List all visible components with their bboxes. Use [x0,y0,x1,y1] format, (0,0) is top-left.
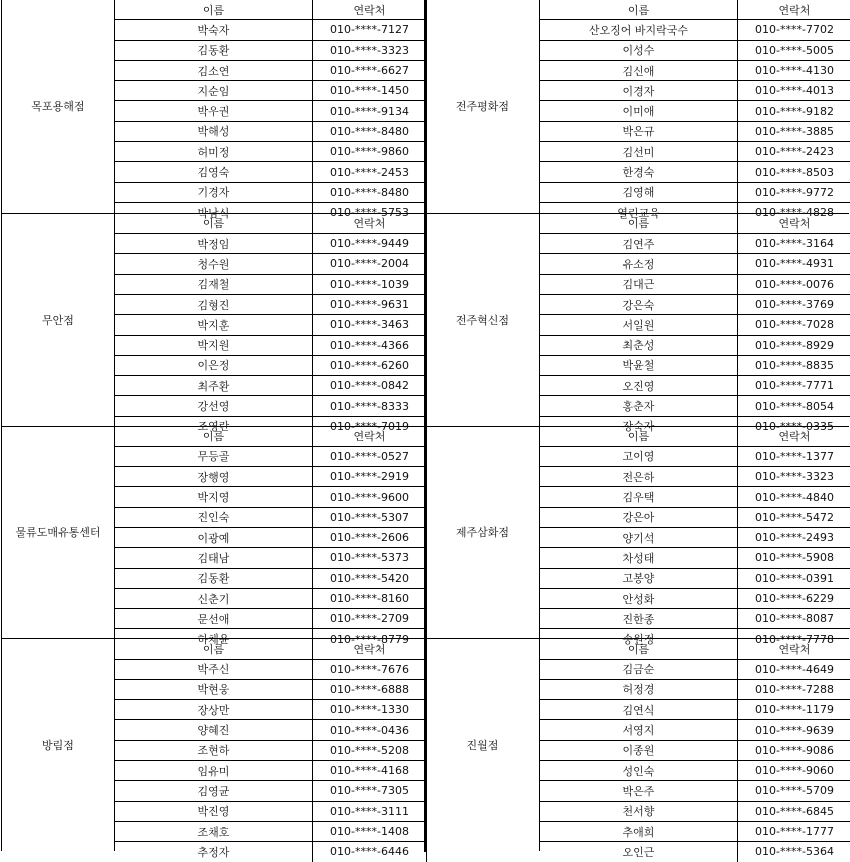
person-phone: 010-****-3885 [738,121,850,141]
person-name: 이미애 [540,101,738,121]
person-name: 서영지 [540,720,738,740]
person-name: 송원정 [540,629,738,649]
person-phone: 010-****-4366 [313,335,427,355]
table-row [540,467,850,487]
person-phone: 010-****-9860 [313,142,427,162]
person-phone: 010-****-5208 [313,740,427,760]
person-name: 박우권 [115,101,313,121]
person-phone: 010-****-4828 [738,202,850,222]
table-row [115,121,427,141]
person-phone: 010-****-7771 [738,376,850,396]
person-phone: 010-****-0527 [313,446,427,466]
person-phone: 010-****-1777 [738,821,850,841]
person-name: 진한종 [540,609,738,629]
person-phone: 010-****-1179 [738,700,850,720]
table-row [540,740,850,760]
person-phone: 010-****-6888 [313,679,427,699]
person-name: 장상만 [115,700,313,720]
right-column [426,0,849,852]
person-name: 열린교육 [540,202,738,222]
person-phone: 010-****-8480 [313,121,427,141]
person-name: 박주신 [115,659,313,679]
table-row [540,376,850,396]
column-header-phone: 연락처 [313,639,427,659]
person-name: 이경자 [540,81,738,101]
table-header-row [115,214,427,234]
table-row [115,162,427,182]
person-name: 신춘기 [115,588,313,608]
column-header-phone: 연락처 [738,639,850,659]
person-phone: 010-****-5753 [313,202,427,222]
person-phone: 010-****-6229 [738,588,850,608]
person-phone: 010-****-3323 [738,467,850,487]
person-phone: 010-****-5709 [738,781,850,801]
person-phone: 010-****-4130 [738,60,850,80]
contact-table [540,639,850,861]
person-phone: 010-****-2423 [738,142,850,162]
branch-block [426,638,849,851]
table-row [115,182,427,202]
person-phone: 010-****-5472 [738,507,850,527]
person-phone: 010-****-1330 [313,700,427,720]
person-name: 박은주 [540,781,738,801]
person-phone: 010-****-0076 [738,274,850,294]
person-name: 김영숙 [115,162,313,182]
person-name: 박해성 [115,121,313,141]
table-row [115,254,427,274]
table-row [540,507,850,527]
person-phone: 010-****-9639 [738,720,850,740]
person-name: 이성수 [540,40,738,60]
person-phone: 010-****-4840 [738,487,850,507]
table-row [540,142,850,162]
table-row [115,101,427,121]
table-row [115,142,427,162]
person-phone: 010-****-6260 [313,355,427,375]
person-phone: 010-****-7028 [738,315,850,335]
table-header-row [540,639,850,659]
person-name: 서일원 [540,315,738,335]
left-column [1,0,425,852]
table-row [115,740,427,760]
person-phone: 010-****-8503 [738,162,850,182]
person-name: 김신애 [540,60,738,80]
table-row [115,40,427,60]
person-phone: 010-****-9134 [313,101,427,121]
person-name: 박윤철 [540,355,738,375]
contact-table [115,639,427,861]
person-phone: 010-****-5307 [313,507,427,527]
table-row [540,315,850,335]
person-name: 양혜진 [115,720,313,740]
person-phone: 010-****-8333 [313,396,427,416]
column-header-phone: 연락처 [738,0,850,20]
table-row [540,548,850,568]
table-row [115,60,427,80]
contact-table [540,427,850,649]
person-phone: 010-****-4168 [313,761,427,781]
table-row [115,821,427,841]
table-row [115,487,427,507]
table-row [540,182,850,202]
person-name: 오진영 [540,376,738,396]
person-name: 박진영 [115,801,313,821]
person-phone: 010-****-8835 [738,355,850,375]
table-row [115,81,427,101]
table-row [115,234,427,254]
person-name: 박정임 [115,234,313,254]
branch-name: 진월점 [426,639,540,851]
person-name: 김대근 [540,274,738,294]
person-phone: 010-****-1408 [313,821,427,841]
column-header-name: 이름 [540,427,738,447]
person-name: 최주환 [115,376,313,396]
person-name: 추정자 [115,842,313,862]
table-row [115,335,427,355]
table-row [540,446,850,466]
table-row [540,40,850,60]
table-row [540,254,850,274]
person-phone: 010-****-8087 [738,609,850,629]
table-row [115,274,427,294]
table-row [115,376,427,396]
person-name: 이종원 [540,740,738,760]
person-phone: 010-****-2453 [313,162,427,182]
person-phone: 010-****-3323 [313,40,427,60]
branch-name: 목포용해점 [1,0,115,213]
person-phone: 010-****-5364 [738,842,850,862]
person-phone: 010-****-8779 [313,629,427,649]
person-name: 문선애 [115,609,313,629]
table-row [540,335,850,355]
person-name: 기경자 [115,182,313,202]
person-phone: 010-****-7127 [313,20,427,40]
table-row [115,294,427,314]
person-phone: 010-****-9060 [738,761,850,781]
person-name: 조영란 [115,416,313,436]
table-header-row [540,427,850,447]
person-name: 무등골 [115,446,313,466]
person-name: 장행영 [115,467,313,487]
person-name: 고이영 [540,446,738,466]
person-phone: 010-****-9086 [738,740,850,760]
table-row [115,700,427,720]
table-row [540,781,850,801]
person-phone: 010-****-6845 [738,801,850,821]
table-row [540,355,850,375]
table-row [115,588,427,608]
table-row [540,234,850,254]
person-name: 박남식 [115,202,313,222]
table-row [115,446,427,466]
person-name: 진인숙 [115,507,313,527]
person-name: 이광예 [115,527,313,547]
contact-table [115,214,427,436]
table-row [115,355,427,375]
person-phone: 010-****-7702 [738,20,850,40]
person-phone: 010-****-6446 [313,842,427,862]
person-phone: 010-****-3463 [313,315,427,335]
contact-table [540,214,850,436]
table-row [115,801,427,821]
person-name: 산오징어 바지락국수 [540,20,738,40]
table-row [540,659,850,679]
person-name: 강은아 [540,507,738,527]
column-header-phone: 연락처 [313,0,427,20]
column-header-name: 이름 [540,0,738,20]
person-phone: 010-****-0842 [313,376,427,396]
person-phone: 010-****-9182 [738,101,850,121]
column-header-phone: 연락처 [738,427,850,447]
person-name: 장숙자 [540,416,738,436]
table-row [115,467,427,487]
person-phone: 010-****-3164 [738,234,850,254]
person-phone: 010-****-2709 [313,609,427,629]
column-header-name: 이름 [115,639,313,659]
table-row [115,659,427,679]
person-phone: 010-****-9600 [313,487,427,507]
contact-table [540,0,850,222]
branch-block [1,426,425,639]
table-row [540,20,850,40]
column-header-name: 이름 [540,214,738,234]
person-phone: 010-****-9772 [738,182,850,202]
person-name: 김동환 [115,568,313,588]
person-phone: 010-****-9631 [313,294,427,314]
column-header-phone: 연락처 [738,214,850,234]
branch-block [1,638,425,851]
person-phone: 010-****-5908 [738,548,850,568]
person-phone: 010-****-7305 [313,781,427,801]
branch-block [426,213,849,426]
branch-block [1,0,425,213]
person-name: 강선영 [115,396,313,416]
column-header-name: 이름 [115,0,313,20]
table-row [540,101,850,121]
person-name: 김형진 [115,294,313,314]
table-row [540,294,850,314]
person-phone: 010-****-7288 [738,679,850,699]
person-phone: 010-****-5373 [313,548,427,568]
table-header-row [115,639,427,659]
person-name: 이은정 [115,355,313,375]
column-header-name: 이름 [540,639,738,659]
table-row [115,781,427,801]
table-row [115,20,427,40]
person-phone: 010-****-2919 [313,467,427,487]
table-row [540,396,850,416]
person-name: 홍춘자 [540,396,738,416]
person-phone: 010-****-4013 [738,81,850,101]
table-row [540,568,850,588]
person-name: 강은숙 [540,294,738,314]
person-phone: 010-****-8480 [313,182,427,202]
person-name: 허정경 [540,679,738,699]
table-row [540,801,850,821]
column-header-name: 이름 [115,214,313,234]
person-name: 김선미 [540,142,738,162]
table-row [115,679,427,699]
table-row [540,588,850,608]
person-name: 유소정 [540,254,738,274]
table-row [115,568,427,588]
table-row [540,679,850,699]
table-row [540,700,850,720]
table-row [540,487,850,507]
person-phone: 010-****-2493 [738,527,850,547]
table-row [115,761,427,781]
person-name: 고봉양 [540,568,738,588]
person-phone: 010-****-8054 [738,396,850,416]
table-row [115,396,427,416]
person-name: 박은규 [540,121,738,141]
table-header-row [115,0,427,20]
person-phone: 010-****-7778 [738,629,850,649]
person-name: 전은하 [540,467,738,487]
table-row [540,609,850,629]
table-row [540,274,850,294]
table-row [115,720,427,740]
branch-name: 전주평화점 [426,0,540,213]
branch-name: 물류도매유통센터 [1,427,115,639]
branch-name: 무안점 [1,214,115,426]
table-header-row [115,427,427,447]
contact-table [115,427,427,649]
person-name: 김동환 [115,40,313,60]
table-row [540,761,850,781]
branch-name: 전주혁신점 [426,214,540,426]
person-name: 차성태 [540,548,738,568]
person-name: 김금순 [540,659,738,679]
person-phone: 010-****-0391 [738,568,850,588]
table-row [540,162,850,182]
person-name: 천서향 [540,801,738,821]
column-header-name: 이름 [115,427,313,447]
person-phone: 010-****-0436 [313,720,427,740]
person-name: 박현웅 [115,679,313,699]
person-name: 김연식 [540,700,738,720]
person-phone: 010-****-2606 [313,527,427,547]
person-phone: 010-****-1450 [313,81,427,101]
column-header-phone: 연락처 [313,427,427,447]
table-header-row [540,0,850,20]
person-phone: 010-****-1377 [738,446,850,466]
person-name: 청수원 [115,254,313,274]
table-row [540,60,850,80]
person-name: 한경숙 [540,162,738,182]
table-row [540,527,850,547]
person-phone: 010-****-7676 [313,659,427,679]
table-row [540,821,850,841]
person-name: 지순임 [115,81,313,101]
person-phone: 010-****-8929 [738,335,850,355]
table-row [115,507,427,527]
branch-name: 방림점 [1,639,115,851]
table-row [115,548,427,568]
person-name: 박지훈 [115,315,313,335]
person-phone: 010-****-2004 [313,254,427,274]
person-name: 김영균 [115,781,313,801]
table-row [540,121,850,141]
table-row [115,609,427,629]
person-name: 김영해 [540,182,738,202]
table-row [115,527,427,547]
person-name: 김재철 [115,274,313,294]
person-name: 하채윤 [115,629,313,649]
person-name: 박숙자 [115,20,313,40]
person-phone: 010-****-3111 [313,801,427,821]
person-name: 허미정 [115,142,313,162]
person-name: 김소연 [115,60,313,80]
person-name: 추애희 [540,821,738,841]
person-phone: 010-****-5005 [738,40,850,60]
person-phone: 010-****-5420 [313,568,427,588]
person-phone: 010-****-0335 [738,416,850,436]
person-name: 박지영 [115,487,313,507]
person-name: 임유미 [115,761,313,781]
person-phone: 010-****-4649 [738,659,850,679]
person-name: 박지원 [115,335,313,355]
person-name: 김연주 [540,234,738,254]
person-name: 성인숙 [540,761,738,781]
person-name: 김우택 [540,487,738,507]
person-phone: 010-****-3769 [738,294,850,314]
branch-block [426,426,849,639]
person-phone: 010-****-9449 [313,234,427,254]
branch-block [1,213,425,426]
column-header-phone: 연락처 [313,214,427,234]
person-name: 양기석 [540,527,738,547]
person-name: 안성화 [540,588,738,608]
branch-name: 제주삼화점 [426,427,540,639]
person-name: 조현하 [115,740,313,760]
person-phone: 010-****-4931 [738,254,850,274]
table-row [540,720,850,740]
person-name: 최춘성 [540,335,738,355]
person-name: 조채호 [115,821,313,841]
table-row [540,81,850,101]
person-phone: 010-****-7019 [313,416,427,436]
table-header-row [540,214,850,234]
person-name: 김태남 [115,548,313,568]
person-phone: 010-****-8160 [313,588,427,608]
contact-table [115,0,427,222]
person-phone: 010-****-1039 [313,274,427,294]
table-row [115,315,427,335]
person-phone: 010-****-6627 [313,60,427,80]
person-name: 오인근 [540,842,738,862]
branch-block [426,0,849,213]
